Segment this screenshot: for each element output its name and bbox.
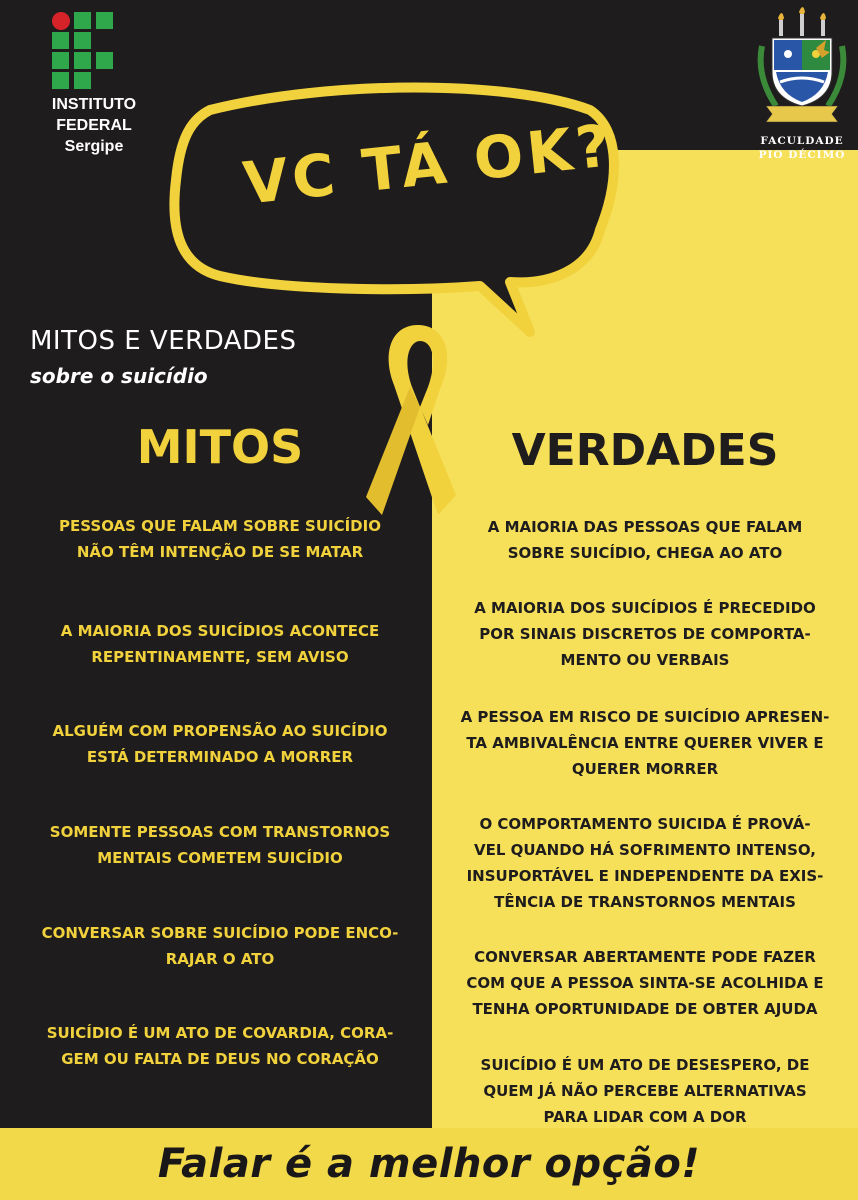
truth-item (445, 811, 845, 915)
myth-line: RAJAR O ATO (165, 950, 275, 968)
myth-line: A MAIORIA DOS SUICÍDIOS ACONTECE (60, 622, 380, 640)
myth-item (20, 920, 420, 972)
myth-line: GEM OU FALTA DE DEUS NO CORAÇÃO (61, 1050, 379, 1068)
myth-line: PESSOAS QUE FALAM SOBRE SUICÍDIO (59, 517, 381, 535)
truth-line: CONVERSAR ABERTAMENTE PODE FAZER (474, 948, 816, 966)
verdades-heading: VERDADES (511, 425, 779, 476)
myth-item (20, 1020, 420, 1072)
crest-text (748, 134, 856, 162)
if-logo-mark-icon (52, 12, 118, 90)
myth-line: REPENTINAMENTE, SEM AVISO (91, 648, 349, 666)
truth-line: TÊNCIA DE TRANSTORNOS MENTAIS (494, 893, 796, 911)
truth-line: A MAIORIA DOS SUICÍDIOS É PRECEDIDO (474, 599, 816, 617)
truth-item (445, 514, 845, 566)
myth-line: ESTÁ DETERMINADO A MORRER (86, 748, 354, 766)
headline: VC TÁ OK? (240, 111, 617, 218)
myth-line: ALGUÉM COM PROPENSÃO AO SUICÍDIO (52, 722, 388, 740)
truth-item (445, 944, 845, 1022)
myth-line: CONVERSAR SOBRE SUICÍDIO PODE ENCO- (41, 924, 399, 942)
crest-line-2: PIO DÉCIMO (758, 149, 846, 161)
truth-line: SUICÍDIO É UM ATO DE DESESPERO, DE (480, 1056, 810, 1074)
truth-line: TA AMBIVALÊNCIA ENTRE QUERER VIVER E (466, 734, 824, 752)
truth-line: MENTO OU VERBAIS (560, 651, 730, 669)
truth-line: TENHA OPORTUNIDADE DE OBTER AJUDA (472, 1000, 818, 1018)
myth-item (20, 618, 420, 670)
if-logo-text (24, 94, 164, 157)
truth-line: A MAIORIA DAS PESSOAS QUE FALAM (487, 518, 803, 536)
truth-item (445, 595, 845, 673)
myth-line: SOMENTE PESSOAS COM TRANSTORNOS (49, 823, 391, 841)
truth-line: O COMPORTAMENTO SUICIDA É PROVÁ- (479, 815, 811, 833)
truth-line: A PESSOA EM RISCO DE SUICÍDIO APRESEN- (460, 708, 830, 726)
section-subtitle: sobre o suicídio (30, 364, 208, 388)
truth-line: POR SINAIS DISCRETOS DE COMPORTA- (479, 625, 811, 643)
instituto-federal-logo (40, 10, 160, 160)
myth-line: SUICÍDIO É UM ATO DE COVARDIA, CORA- (46, 1024, 394, 1042)
truth-item (445, 1052, 845, 1130)
if-logo-line-3: Sergipe (64, 138, 124, 155)
footer-banner (0, 1128, 858, 1200)
myth-item (20, 819, 420, 871)
myth-line: NÃO TÊM INTENÇÃO DE SE MATAR (76, 543, 364, 561)
footer-slogan: Falar é a melhor opção! (157, 1141, 701, 1187)
truth-line: VEL QUANDO HÁ SOFRIMENTO INTENSO, (473, 841, 817, 859)
faculdade-pio-decimo-logo (748, 6, 856, 170)
myth-item (20, 513, 420, 565)
truth-line: PARA LIDAR COM A DOR (543, 1108, 747, 1126)
if-logo-line-1: INSTITUTO (51, 96, 137, 113)
crest-line-1: FACULDADE (760, 135, 844, 147)
myth-line: MENTAIS COMETEM SUICÍDIO (97, 849, 343, 867)
truth-line: COM QUE A PESSOA SINTA-SE ACOLHIDA E (466, 974, 824, 992)
mitos-heading: MITOS (136, 420, 304, 474)
truth-line: INSUPORTÁVEL E INDEPENDENTE DA EXIS- (466, 867, 824, 885)
if-logo-line-2: FEDERAL (56, 117, 132, 134)
truth-line: QUEM JÁ NÃO PERCEBE ALTERNATIVAS (483, 1082, 807, 1100)
truth-line: SOBRE SUICÍDIO, CHEGA AO ATO (507, 544, 783, 562)
myth-item (20, 718, 420, 770)
truth-line: QUERER MORRER (571, 760, 719, 778)
section-title: MITOS E VERDADES (30, 326, 297, 356)
truth-item (445, 704, 845, 782)
crest-icon (748, 6, 856, 131)
